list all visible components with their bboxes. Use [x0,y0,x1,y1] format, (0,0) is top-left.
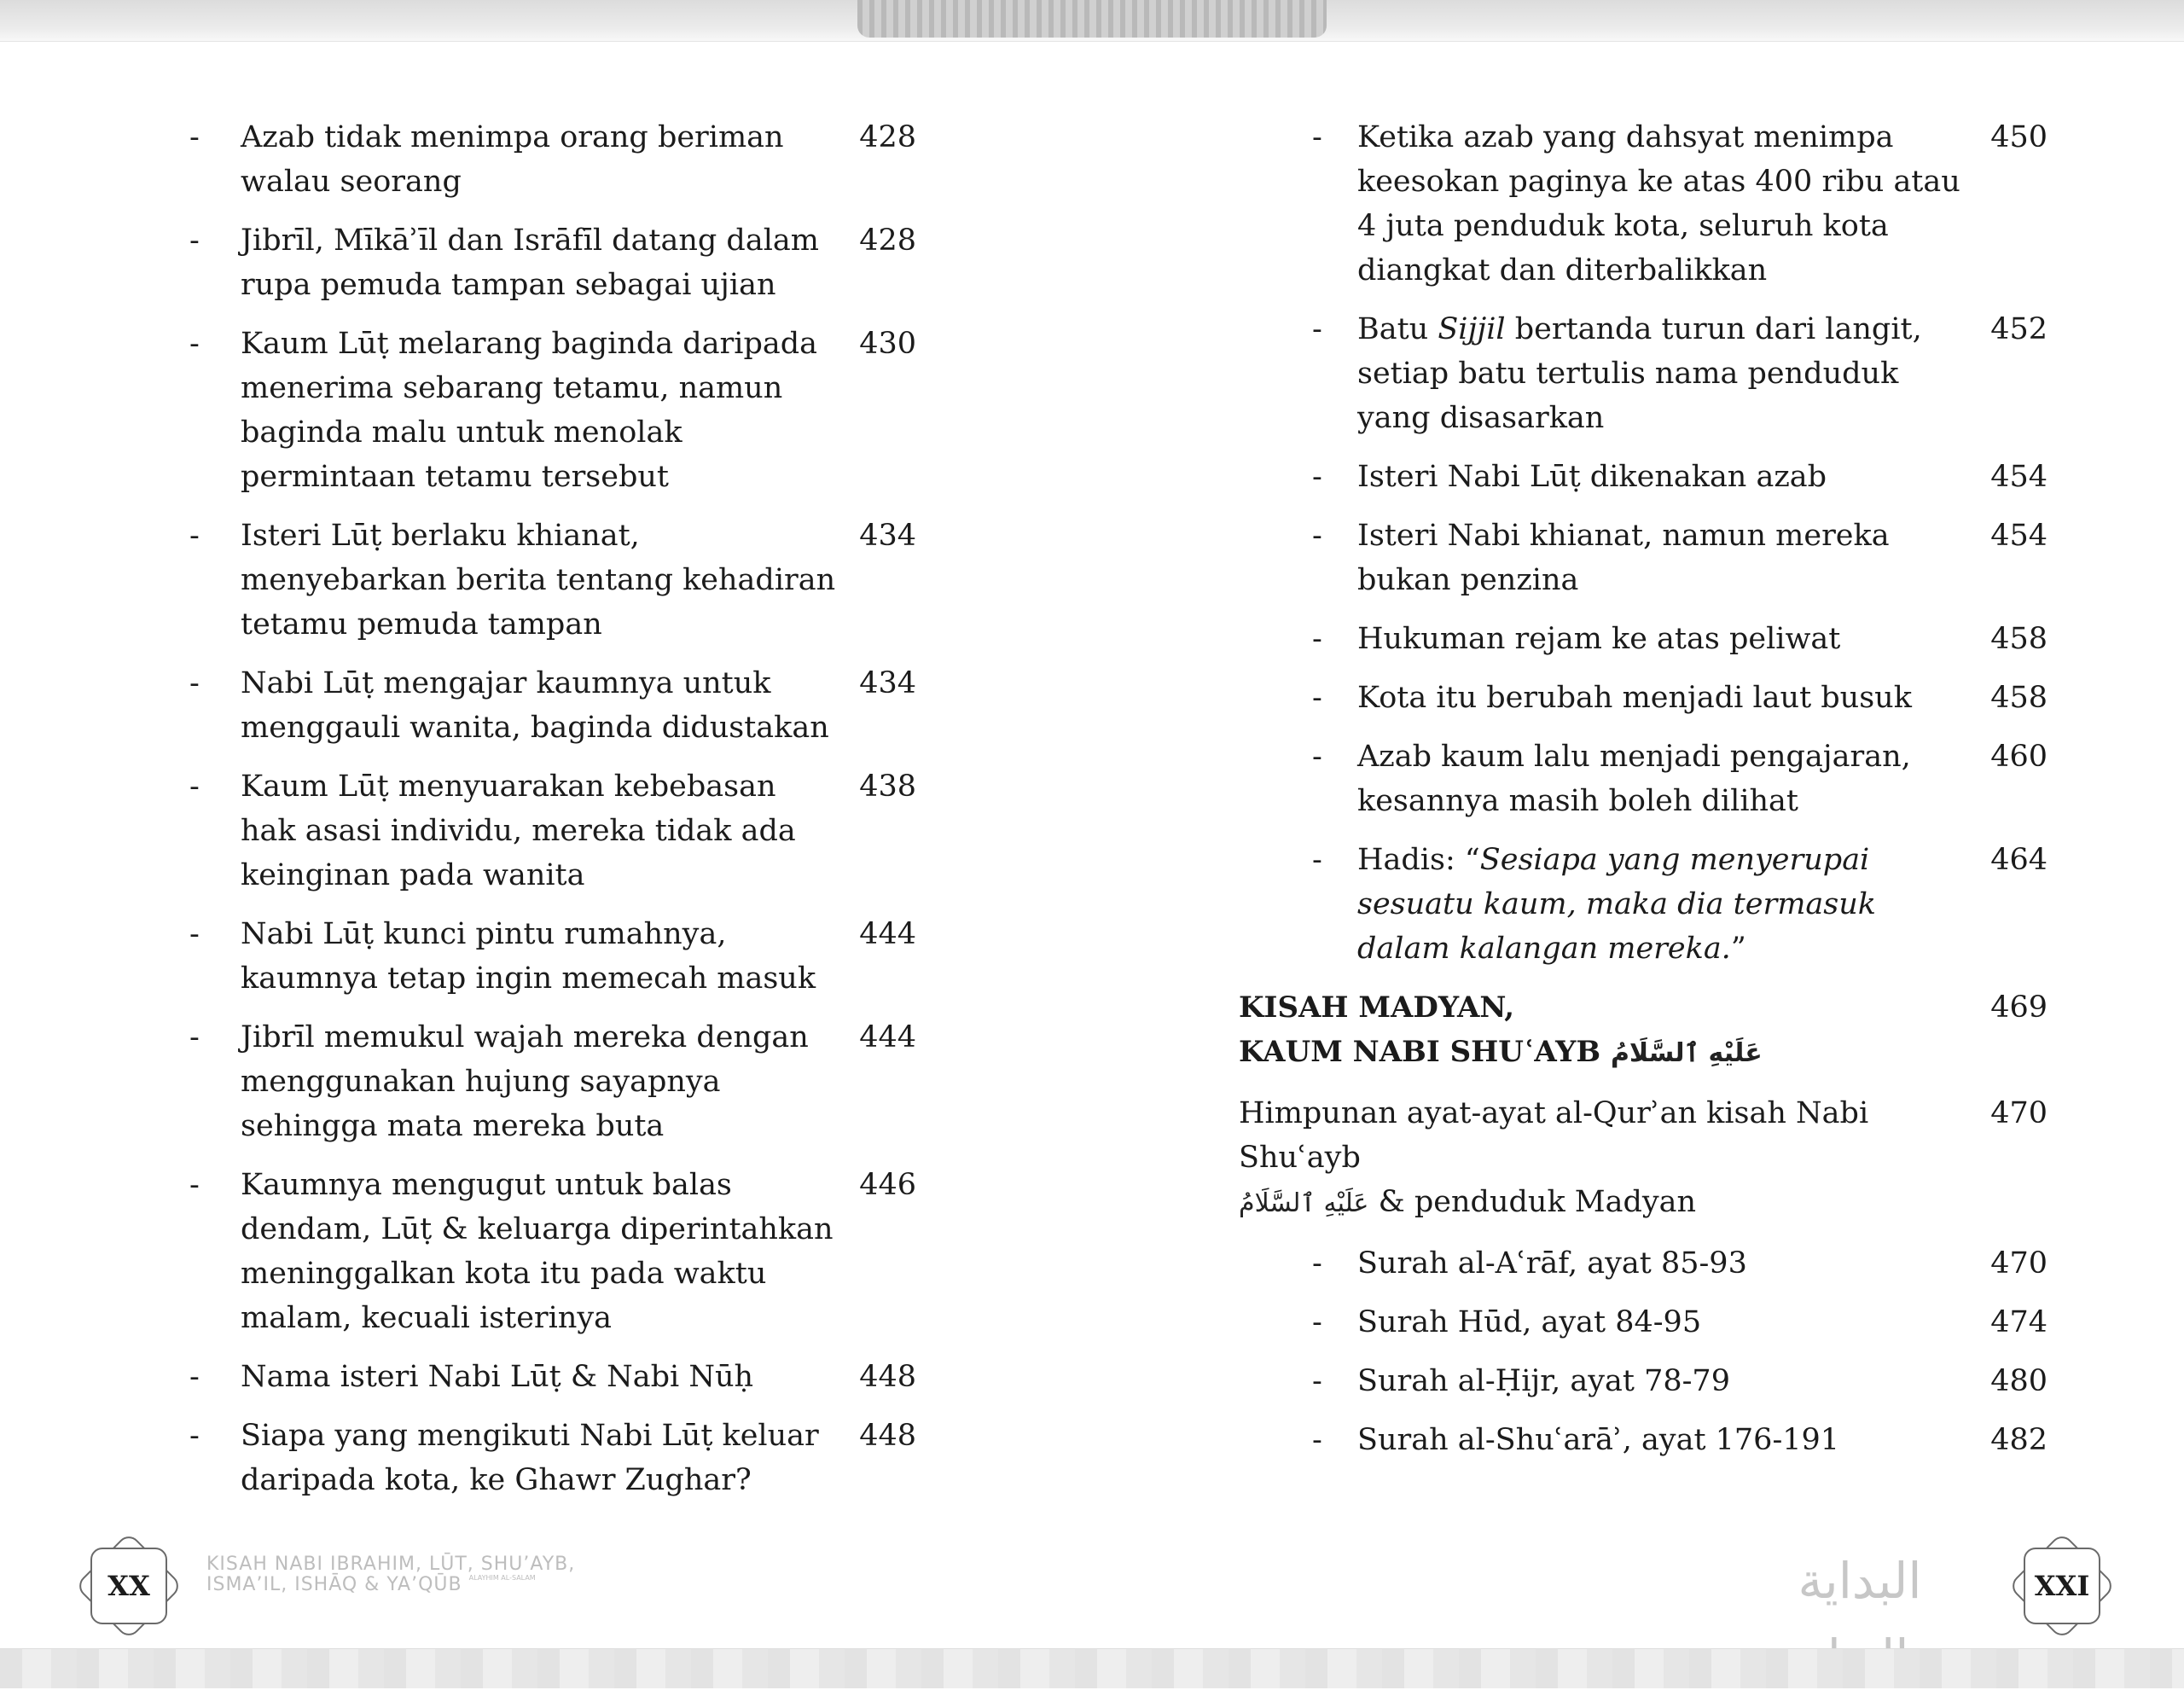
entry-dash: - [189,1419,200,1453]
entry-page-number: 428 [859,224,916,258]
entry-dash: - [189,1360,200,1394]
toc-entry[interactable] [189,514,1015,647]
toc-entry[interactable] [189,218,1015,307]
toc-entry[interactable] [1239,514,2065,602]
entry-page-number: 444 [859,1020,916,1054]
entry-page-number: 430 [859,327,916,361]
entry-title: Surah al-Aʿrāf, ayat 85-93 [1357,1246,1747,1281]
entry-page-number: 448 [859,1419,916,1453]
entry-page-number: 460 [1990,740,2048,774]
chapter-heading-line1: KISAH MADYAN, [1239,990,1515,1025]
book-title-calligraphy-logo: البداية [1798,1552,1922,1610]
entry-page-number: 470 [1990,1246,2048,1281]
left-page-toc [189,115,1015,1517]
entry-title: Surah al-Ḥijr, ayat 78-79 [1357,1363,1730,1398]
entry-title: Hukuman rejam ke atas peliwat [1357,622,1841,656]
toc-entry[interactable] [1239,735,2065,823]
entry-title: Isteri Lūṭ berlaku khianat, menyebarkan berita tentang kehadiran tetamu pemuda tampan [241,519,836,642]
toc-entry[interactable] [1239,838,2065,971]
entry-title: Jibrīl memukul wajah mereka dengan menggunakan hujung sayapnya sehingga mata mereka buta [241,1020,809,1143]
top-ornament [857,0,1327,38]
entry-page-number: 458 [1990,622,2048,656]
entry-page-number: 450 [1990,120,2048,154]
entry-dash: - [1312,1363,1322,1398]
entry-title: Siapa yang mengikuti Nabi Lūṭ keluar daripada kota, ke Ghawr Zughar? [241,1419,819,1497]
entry-page-number: 434 [859,519,916,553]
himpunan-page-number: 470 [1990,1096,2048,1130]
chapter-page-number: 469 [1990,990,2048,1025]
entry-title: Azab tidak menimpa orang beriman walau seorang [241,120,784,199]
entry-dash: - [1312,1304,1322,1339]
entry-dash: - [189,327,200,361]
entry-title: Surah Hūd, ayat 84-95 [1357,1304,1702,1339]
page-number-left: XX [90,1548,167,1624]
toc-entry-himpunan[interactable] [1239,1091,2048,1226]
toc-entry[interactable] [1239,115,2065,293]
entry-dash: - [189,519,200,553]
page-number-right: XXI [2024,1548,2100,1624]
entry-page-number: 464 [1990,843,2048,877]
chapter-heading-line2 [1239,1030,2065,1076]
entry-title: Jibrīl, Mīkāʾīl dan Isrāfīl datang dalam rupa pemuda tampan sebagai ujian [241,224,819,302]
entry-title: Isteri Nabi Lūṭ dikenakan azab [1357,460,1827,494]
entry-dash: - [189,120,200,154]
entry-dash: - [1312,1422,1322,1457]
toc-entry[interactable] [189,322,1015,499]
entry-dash: - [189,666,200,700]
entry-title-italic: Sijjil [1438,312,1506,346]
toc-entry[interactable] [189,912,1015,1001]
entry-title: Nama isteri Nabi Lūṭ & Nabi Nūḥ [241,1360,754,1394]
toc-entry[interactable] [1239,676,2065,720]
entry-title: Kaum Lūṭ menyuarakan kebebasan hak asasi individu, mereka tidak ada keinginan pada wanita [241,770,796,892]
toc-entry[interactable] [189,1414,1015,1502]
entry-title-suffix: bertanda turun dari langit, setiap batu tertulis nama penduduk yang disasarkan [1357,312,1922,435]
toc-entry[interactable] [1239,307,2065,440]
running-title-line2-text: ISMA’IL, ISHĀQ & YA’QŪB [206,1574,462,1595]
toc-entry-surah[interactable] [1239,1241,2065,1286]
entry-title: Kaumnya mengugut untuk balas dendam, Lūṭ & keluarga diperintahkan meninggalkan kota itu pada waktu malam, kecuali isterinya [241,1168,834,1335]
toc-entry[interactable] [189,1015,1015,1148]
entry-dash: - [1312,622,1322,656]
entry-dash: - [1312,519,1322,553]
entry-title [1357,838,1972,971]
entry-title-italic: Sesiapa yang menyerupai sesuatu kaum, maka dia termasuk dalam kalangan mereka. [1357,843,1876,966]
entry-page-number: 480 [1990,1363,2048,1398]
toc-entry-surah[interactable] [1239,1359,2065,1403]
top-decorative-band [0,0,2184,42]
entry-title-prefix: Hadis: “ [1357,843,1480,877]
entry-page-number: 452 [1990,312,2048,346]
right-page-toc [1239,115,2065,1477]
entry-page-number: 482 [1990,1422,2048,1457]
entry-page-number: 454 [1990,460,2048,494]
entry-page-number: 454 [1990,519,2048,553]
bottom-decorative-band [0,1648,2184,1688]
entry-title-prefix: Batu [1357,312,1438,346]
entry-title: Azab kaum lalu menjadi pengajaran, kesannya masih boleh dilihat [1357,740,1911,818]
entry-dash: - [1312,460,1322,494]
entry-title: Nabi Lūṭ kunci pintu rumahnya, kaumnya tetap ingin memecah masuk [241,917,816,996]
entry-title [1357,307,1972,440]
entry-dash: - [1312,681,1322,715]
entry-page-number: 474 [1990,1304,2048,1339]
toc-entry[interactable] [189,1355,1015,1399]
toc-entry[interactable] [189,661,1015,750]
entry-title: Isteri Nabi khianat, namun mereka bukan penzina [1357,519,1890,597]
entry-page-number: 428 [859,120,916,154]
entry-dash: - [1312,740,1322,774]
entry-dash: - [1312,1246,1322,1281]
chapter-heading[interactable] [1239,985,2065,1076]
honorific-calligraphy: عَلَيْهِ ٱلسَّلَامُ [1239,1188,1369,1218]
toc-entry[interactable] [1239,455,2065,499]
book-running-title [206,1554,575,1595]
entry-title-suffix: ” [1730,932,1746,966]
toc-entry[interactable] [189,115,1015,204]
entry-title: Nabi Lūṭ mengajar kaumnya untuk menggauli wanita, baginda didustakan [241,666,829,745]
entry-dash: - [189,917,200,951]
running-title-line2 [206,1575,575,1595]
entry-dash: - [1312,843,1322,877]
entry-dash: - [189,770,200,804]
entry-title: Kota itu berubah menjadi laut busuk [1357,681,1912,715]
entry-page-number: 448 [859,1360,916,1394]
entry-title: Ketika azab yang dahsyat menimpa keesokan paginya ke atas 400 ribu atau 4 juta penduduk kota, seluruh kota diangkat dan diterbalikkan [1357,120,1960,288]
toc-entry-surah[interactable] [1239,1300,2065,1345]
entry-page-number: 458 [1990,681,2048,715]
honorific-calligraphy: عَلَيْهِ ٱلسَّلَامُ [1610,1038,1763,1068]
entry-page-number: 434 [859,666,916,700]
entry-page-number: 444 [859,917,916,951]
entry-dash: - [189,224,200,258]
entry-title: Kaum Lūṭ melarang baginda daripada menerima sebarang tetamu, namun baginda malu untuk menolak permintaan tetamu tersebut [241,327,818,494]
entry-dash: - [1312,120,1322,154]
toc-entry-surah[interactable] [1239,1418,2065,1462]
running-title-honorific: ALAYHIM AL-SALAM [468,1574,536,1582]
entry-dash: - [189,1020,200,1054]
running-title-line1: KISAH NABI IBRAHIM, LŪT, SHU’AYB, [206,1554,576,1575]
entry-dash: - [1312,312,1322,346]
entry-dash: - [189,1168,200,1202]
entry-page-number: 446 [859,1168,916,1202]
chapter-heading-title: KAUM NABI SHUʿAYB [1239,1035,1601,1069]
toc-entry[interactable] [1239,617,2065,661]
entry-title: Surah al-Shuʿarāʾ, ayat 176-191 [1357,1422,1840,1457]
himpunan-text-2: & penduduk Madyan [1378,1185,1697,1219]
entry-page-number: 438 [859,770,916,804]
toc-entry[interactable] [189,1163,1015,1340]
himpunan-text: Himpunan ayat-ayat al-Qurʾan kisah Nabi Shuʿayb [1239,1096,1869,1175]
toc-entry[interactable] [189,764,1015,897]
